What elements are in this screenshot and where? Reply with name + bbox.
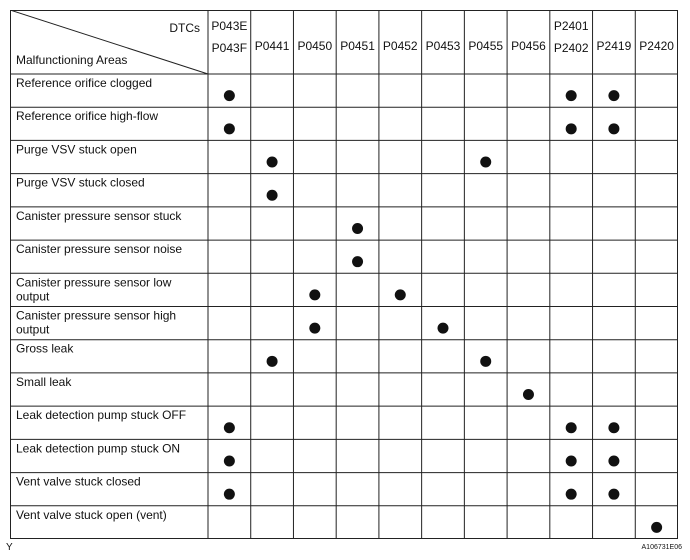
- applicable-dot: [566, 422, 577, 433]
- malfunction-area-label: Canister pressure sensor low: [16, 275, 172, 290]
- malfunction-area-label: Leak detection pump stuck ON: [16, 441, 181, 456]
- applicable-dot: [480, 157, 491, 168]
- malfunction-area-label: output: [16, 322, 50, 337]
- applicable-dot: [608, 90, 619, 101]
- dtc-code-header: P0441: [254, 39, 290, 53]
- malfunction-area-label: Canister pressure sensor high: [16, 308, 177, 323]
- applicable-dot: [267, 157, 278, 168]
- applicable-dot: [224, 489, 235, 500]
- applicable-dot: [608, 489, 619, 500]
- applicable-dot: [566, 90, 577, 101]
- dtc-code-header: P0452: [382, 39, 418, 53]
- applicable-dot: [566, 123, 577, 134]
- malfunction-area-label: Gross leak: [16, 341, 74, 356]
- applicable-dot: [224, 422, 235, 433]
- applicable-dot: [309, 323, 320, 334]
- dtc-code-header: P2401: [553, 19, 589, 33]
- dtc-code-header: P0453: [425, 39, 461, 53]
- malfunction-area-label: Vent valve stuck open (vent): [16, 507, 167, 522]
- applicable-dot: [438, 323, 449, 334]
- applicable-dot: [480, 356, 491, 367]
- applicable-dot: [566, 489, 577, 500]
- header-areas-label: Malfunctioning Areas: [16, 53, 128, 67]
- applicable-dot: [224, 90, 235, 101]
- malfunction-area-label: Leak detection pump stuck OFF: [16, 408, 187, 423]
- malfunction-area-label: Reference orifice high-flow: [16, 109, 159, 124]
- applicable-dot: [224, 123, 235, 134]
- malfunction-area-label: Purge VSV stuck closed: [16, 175, 145, 190]
- malfunction-area-label: Canister pressure sensor noise: [16, 242, 183, 257]
- applicable-dot: [224, 455, 235, 466]
- dtc-code-header: P0451: [340, 39, 375, 53]
- dtc-table: [10, 10, 678, 539]
- applicable-dot: [267, 356, 278, 367]
- malfunction-area-label: output: [16, 289, 50, 304]
- applicable-dot: [395, 289, 406, 300]
- applicable-dot: [608, 422, 619, 433]
- dtc-code-header: P0450: [297, 39, 333, 53]
- dtc-code-header: P2419: [596, 39, 632, 53]
- malfunction-area-label: Small leak: [16, 374, 72, 389]
- dtc-code-header: P0455: [468, 39, 504, 53]
- applicable-dot: [566, 455, 577, 466]
- malfunction-area-label: Vent valve stuck closed: [16, 474, 141, 489]
- applicable-dot: [352, 223, 363, 234]
- dtc-code-header: P2402: [553, 41, 589, 55]
- malfunction-area-label: Purge VSV stuck open: [16, 142, 137, 157]
- dtc-code-header: P043E: [211, 19, 248, 33]
- applicable-dot: [651, 522, 662, 533]
- dtc-code-header: P2420: [639, 39, 674, 53]
- footer-mark: Y: [6, 542, 13, 553]
- applicable-dot: [267, 190, 278, 201]
- dtc-code-header: P0456: [511, 39, 546, 53]
- dtc-code-header: P043F: [211, 41, 248, 55]
- applicable-dot: [309, 289, 320, 300]
- applicable-dot: [608, 455, 619, 466]
- header-dtcs-label: DTCs: [169, 21, 200, 35]
- applicable-dot: [352, 256, 363, 267]
- figure-code: A106731E06: [641, 544, 682, 551]
- malfunction-area-label: Reference orifice clogged: [16, 76, 153, 90]
- applicable-dot: [608, 123, 619, 134]
- malfunction-area-label: Canister pressure sensor stuck: [16, 208, 182, 223]
- applicable-dot: [523, 389, 534, 400]
